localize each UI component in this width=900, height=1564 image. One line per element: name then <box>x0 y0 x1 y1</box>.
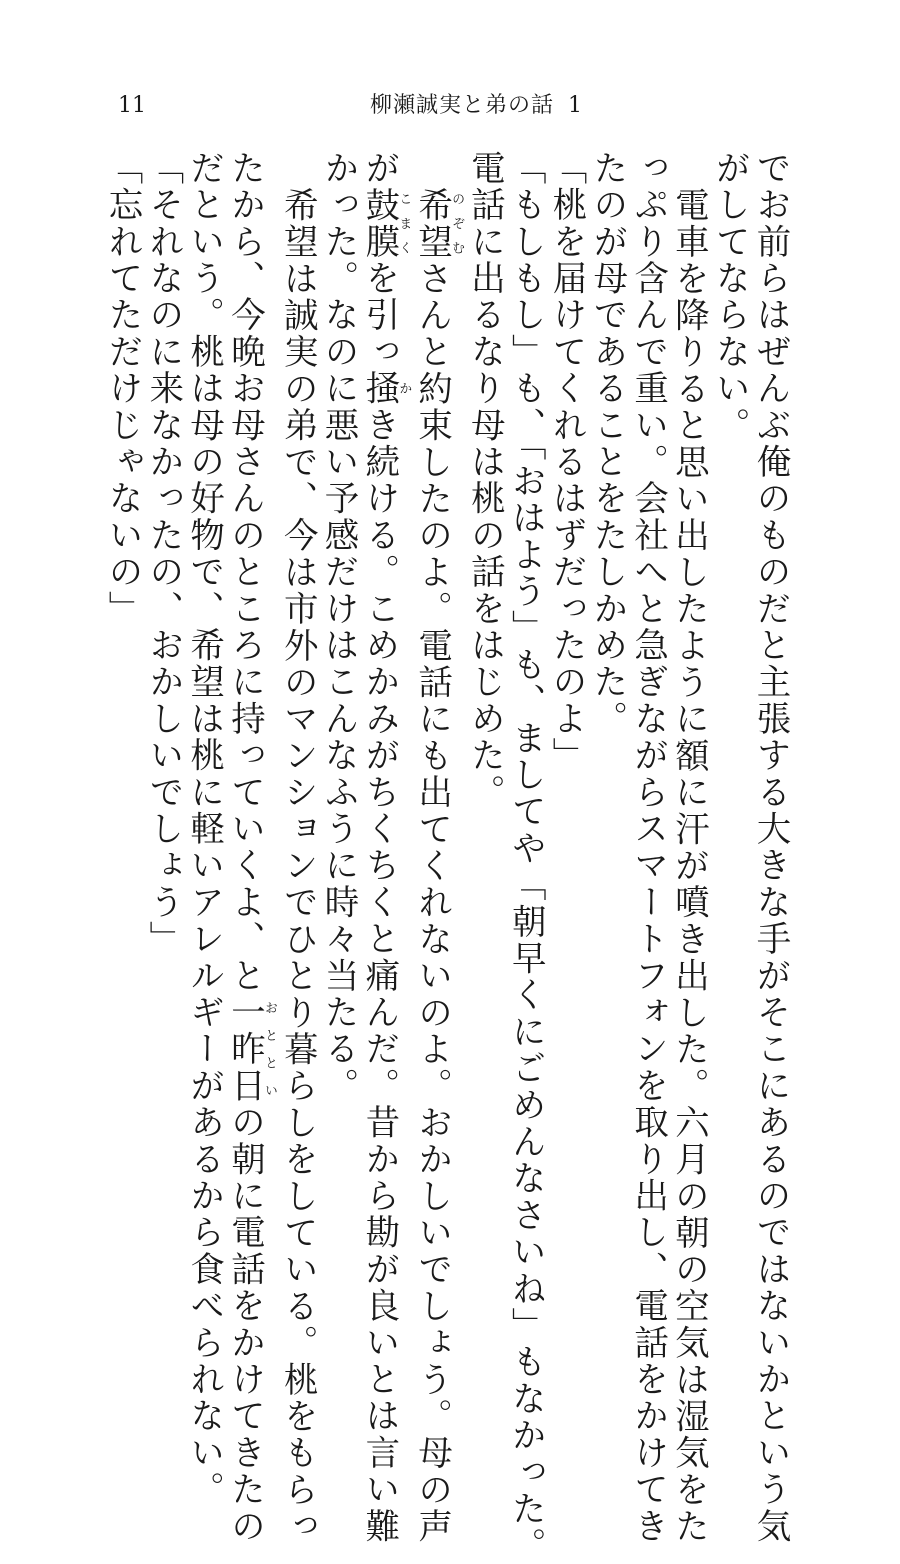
text-line: 希望のぞむさんと約束したのよ。電話にも出てくれないのよ。おかしいでしょう。母の声 <box>411 187 465 1545</box>
body-text <box>102 150 790 1564</box>
chapter-number: 1 <box>568 93 584 118</box>
ruby-word: 鼓膜こまく <box>358 186 412 261</box>
running-header <box>370 92 583 120</box>
text-line: たから、今晩お母さんのところに持っていくよ、と一昨日おとといの朝に電話をかけてきたの <box>224 150 277 1545</box>
text-line: だという。桃は母の好物で、希望は桃に軽いアレルギーがあるから食べられない。 <box>183 150 224 1508</box>
text-line: が鼓膜こまくを引っ掻かき続ける。こめかみがちくちくと痛んだ。昔から勘が良いとは言い難 <box>358 150 412 1545</box>
book-title: 柳瀬誠実と弟の話 <box>370 93 555 118</box>
text-line: 「それなのに来なかったの、おかしいでしょう」 <box>142 150 183 958</box>
text-line: でお前らはぜんぶ俺のものだと主張する大きな手がそこにあるのではないかという気 <box>750 150 790 1545</box>
text-line: たのが母であることをたしかめた。 <box>586 150 627 738</box>
text-line: かった。なのに悪い予感だけはこんなふうに時々当たる。 <box>318 150 359 1105</box>
text-line: 希望は誠実の弟で、今は市外のマンションでひとり暮らしをしている。桃をもらっ <box>277 187 318 1545</box>
ruby-word: 希望のぞむ <box>411 187 465 261</box>
text-line: 「桃を届けてくれるはずだったのよ」 <box>546 150 587 774</box>
text-line: 電話に出るなり母は桃の話をはじめた。 <box>464 150 505 811</box>
ruby-word: 掻か <box>358 370 412 407</box>
text-line: 「忘れてただけじゃないの」 <box>102 150 143 628</box>
text-line: 「もしもし」も、「おはよう」も、ましてや「朝早くにごめんなさいね」もなかった。 <box>505 150 546 1564</box>
text-line: 電車を降りると思い出したように額に汗が噴き出した。六月の朝の空気は湿気をた <box>668 187 709 1545</box>
ruby-word: 一昨日おととい <box>224 994 277 1105</box>
text-line: がしてならない。 <box>709 150 750 444</box>
text-line: っぷり含んで重い。会社へと急ぎながらスマートフォンを取り出し、電話をかけてき <box>627 150 668 1545</box>
page-number: 11 <box>118 93 146 118</box>
